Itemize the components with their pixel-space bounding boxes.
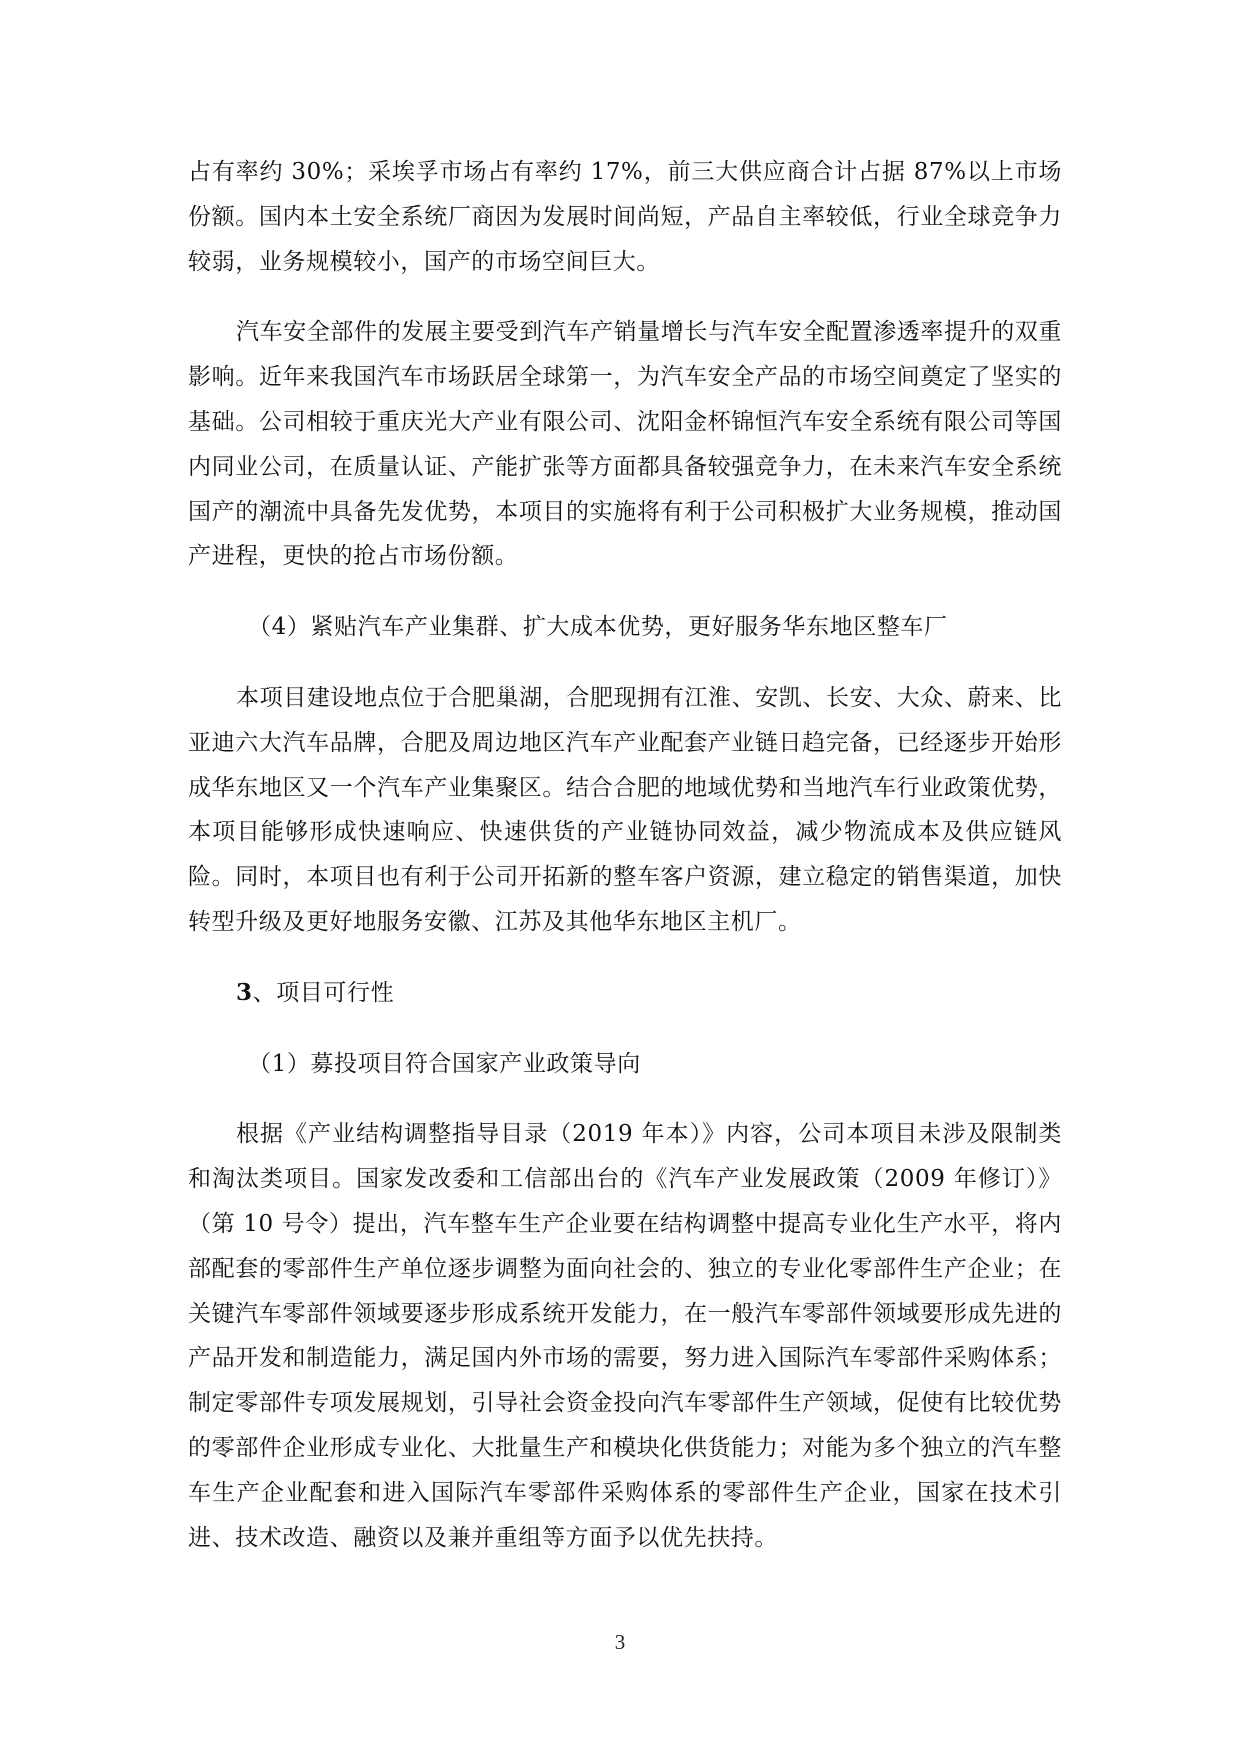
paragraph-safety-parts-development: 汽车安全部件的发展主要受到汽车产销量增长与汽车安全配置渗透率提升的双重影响。近年来我国汽车市场跃居全球第一，为汽车安全产品的市场空间奠定了坚实的基础。公司相较于重庆光大产业有限公司、沈阳金杯锦恒汽车安全系统有限公司等国内同业公司，在质量认证、产能扩张等方面都具备较强竞争力，在未来汽车安全系统国产的潮流中具备先发优势，本项目的实施将有利于公司积极扩大业务规模，推动国产进程，更快的抢占市场份额。 xyxy=(188,319,1062,570)
section-heading-text: 、项目可行性 xyxy=(252,979,395,1006)
section-heading-feasibility xyxy=(188,971,1062,1016)
subheading-industry-cluster: （4）紧贴汽车产业集群、扩大成本优势，更好服务华东地区整车厂 xyxy=(248,614,948,641)
paragraph-hefei-location: 本项目建设地点位于合肥巢湖，合肥现拥有江淮、安凯、长安、大众、蔚来、比亚迪六大汽车品牌，合肥及周边地区汽车产业配套产业链日趋完备，已经逐步开始形成华东地区又一个汽车产业集聚区。结合合肥的地域优势和当地汽车行业政策优势，本项目能够形成快速响应、快速供货的产业链协同效益，减少物流成本及供应链风险。同时，本项目也有利于公司开拓新的整车客户资源，建立稳定的销售渠道，加快转型升级及更好地服务安徽、江苏及其他华东地区主机厂。 xyxy=(188,684,1062,935)
document-body xyxy=(188,150,1062,1560)
paragraph-policy-details: 根据《产业结构调整指导目录（2019 年本）》内容，公司本项目未涉及限制类和淘汰类项目。国家发改委和工信部出台的《汽车产业发展政策（2009 年修订）》（第 10 号令）提出，汽车整车生产企业要在结构调整中提高专业化生产水平，将内部配套的零部件生产单位逐步调整为面向社会的、独立的专业化零部件生产企业；在关键汽车零部件领域要逐步形成系统开发能力，在一般汽车零部件领域要形成先进的产品开发和制造能力，满足国内外市场的需要，努力进入国际汽车零部件采购体系；制定零部件专项发展规划，引导社会资金投向汽车零部件生产领域，促使有比较优势的零部件企业形成专业化、大批量生产和模块化供货能力；对能为多个独立的汽车整车生产企业配套和进入国际汽车零部件采购体系的零部件生产企业，国家在技术引进、技术改造、融资以及兼并重组等方面予以优先扶持。 xyxy=(188,1121,1062,1551)
subheading-policy-alignment: （1）募投项目符合国家产业政策导向 xyxy=(248,1050,641,1077)
section-heading-number: 3 xyxy=(236,978,253,1006)
page-number: 3 xyxy=(614,1630,626,1654)
paragraph-market-share: 占有率约 30%；采埃孚市场占有率约 17%，前三大供应商合计占据 87%以上市场份额。国内本土安全系统厂商因为发展时间尚短，产品自主率较低，行业全球竞争力较弱，业务规模较小，国产的市场空间巨大。 xyxy=(188,159,1062,275)
